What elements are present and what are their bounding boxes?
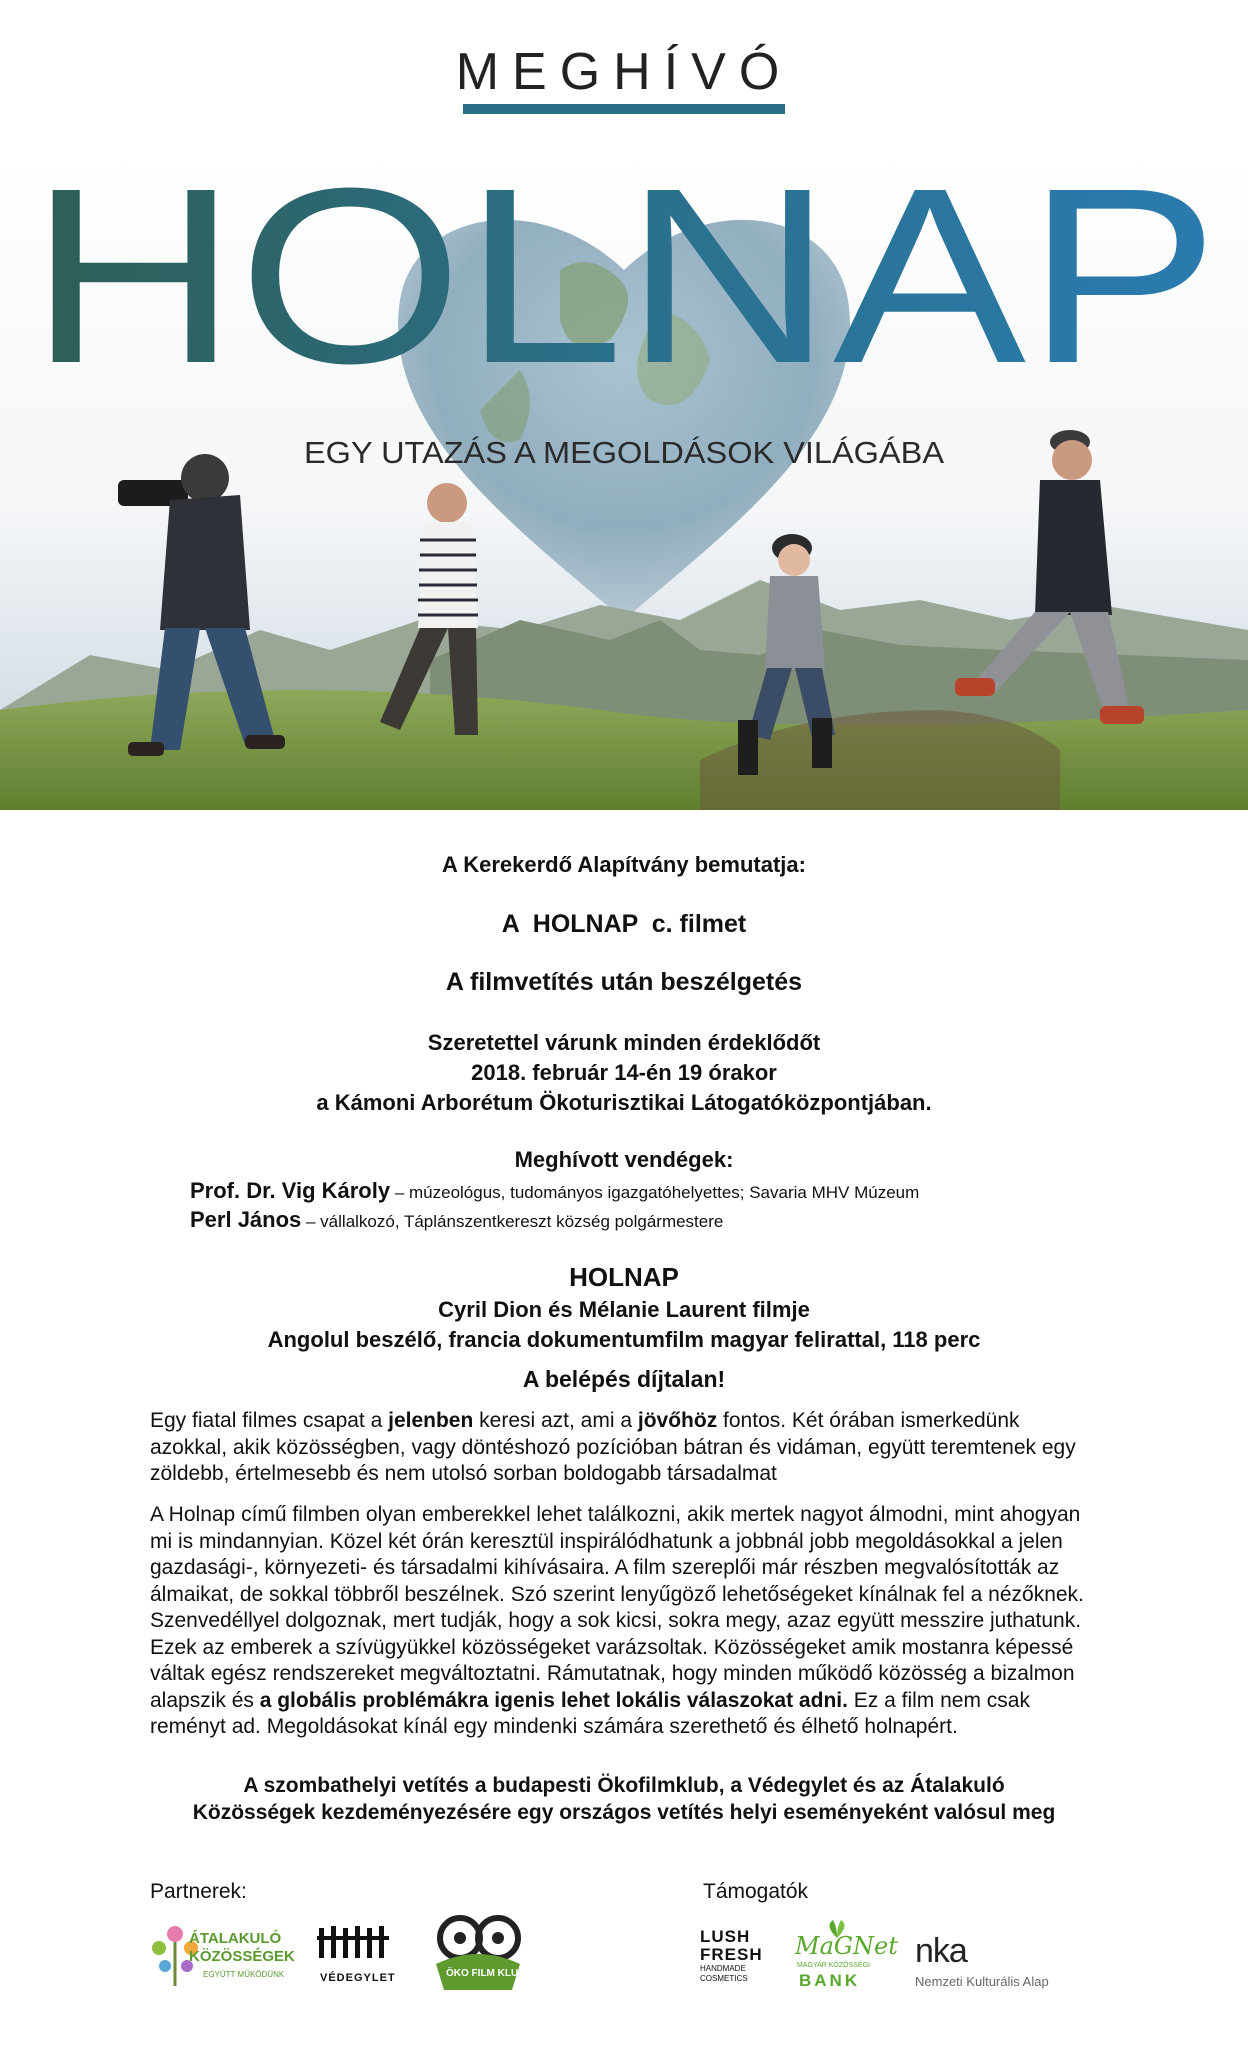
magnet-bank-logo: MaGNet MAGYAR KÖZÖSSÉGI BANK	[795, 1918, 885, 1998]
event-place: a Kámoni Arborétum Ökoturisztikai Látogatóközpontjában.	[316, 1090, 932, 1115]
heading-underline	[463, 104, 785, 114]
guest-name: Perl János	[190, 1207, 302, 1232]
closing-line-1: A szombathelyi vetítés a budapesti Ökofilmklub, a Védegylet és az Átalakuló	[243, 1774, 1005, 1797]
guest-name: Prof. Dr. Vig Károly	[190, 1178, 391, 1203]
guests-heading: Meghívott vendégek:	[514, 1147, 734, 1172]
description-paragraph-1: Egy fiatal filmes csapat a jelenben keresi azt, ami a jövőhöz fontos. Két órában ismerkedünk azokkal, akik közösségben, vagy döntéshozó pozícióban bátran és vidáman, együtt teremtenek egy zöldebb, értelmesebb és nem utolsó sorban boldogabb társadalmat	[150, 1409, 1076, 1485]
lush-logo: LUSH FRESH HANDMADE COSMETICS	[700, 1927, 763, 1983]
welcome-line: Szeretettel várunk minden érdeklődőt	[427, 1030, 821, 1055]
guest-item	[190, 1207, 723, 1233]
description-paragraph-2: A Holnap című filmben olyan emberekkel lehet találkozni, akik mertek nagyot álmodni, mint ahogyan mi is mindannyian. Közel két órán keresztül inspirálódhatunk a jobbnál jobb megoldásokkal a jelen gazdasági-, környezeti- és társadalmi kihívásaira. A film szereplői már részben megvalósították az álmaikat, de sokkal többről beszélnek. Szó szerint lenyűgöző lehetőségeket kínálnak fel a nézőknek. Szenvedéllyel dolgoznak, mert tudják, hogy a sok kicsi, sokra megy, azaz együtt messzire juthatunk. Ezek az emberek a szívügyükkel közösségeket varázsoltak. Közösségeket amik mostanra képessé váltak egész rendszereket megváltoztatni. Rámutatnak, hogy minden működő közösség a bizalmon alapszik és a globális problémákra igenis lehet lokális válaszokat adni. Ez a film nem csak reményt ad. Megoldásokat kínál egy mindenki számára szerethető és élhető holnapért.	[150, 1503, 1084, 1738]
discussion-line: A filmvetítés után beszélgetés	[445, 968, 803, 996]
presenter-line: A Kerekerdő Alapítvány bemutatja:	[442, 852, 806, 877]
film-details: Angolul beszélő, francia dokumentumfilm magyar felirattal, 118 perc	[267, 1327, 981, 1352]
supporters-label: Támogatók	[703, 1880, 809, 1903]
film-block-title: HOLNAP	[569, 1262, 679, 1292]
guest-description: – múzeológus, tudományos igazgatóhelyettes; Savaria MHV Múzeum	[390, 1183, 920, 1202]
invitation-heading: MEGHÍVÓ	[455, 43, 793, 101]
nka-logo: nka Nemzeti Kulturális Alap	[915, 1932, 1049, 1989]
film-authors: Cyril Dion és Mélanie Laurent filmje	[438, 1297, 810, 1322]
vedegylet-logo: VÉDEGYLET	[312, 1922, 402, 1992]
closing-line-2: Közösségek kezdeményezésére egy országos vetítés helyi eseményeként valósul meg	[192, 1801, 1056, 1824]
okofilmklub-logo: ÖKO FILM KLUB	[432, 1914, 528, 2004]
film-subtitle: EGY UTAZÁS A MEGOLDÁSOK VILÁGÁBA	[304, 435, 945, 470]
film-title-holnap: HOLNAP	[29, 150, 1219, 415]
partners-label: Partnerek:	[150, 1880, 247, 1903]
guest-item	[190, 1178, 919, 1204]
free-entry: A belépés díjtalan!	[522, 1366, 726, 1392]
guest-description: – vállalkozó, Táplánszentkereszt község polgármestere	[301, 1212, 724, 1231]
event-date: 2018. február 14-én 19 órakor	[471, 1060, 777, 1085]
atalakulo-kozossegek-logo: ÁTALAKULÓ KÖZÖSSÉGEK EGYÜTT MŰKÖDÜNK	[145, 1920, 285, 2000]
film-line: A HOLNAP c. filmet	[501, 910, 747, 938]
hero-poster-image	[0, 150, 1248, 810]
